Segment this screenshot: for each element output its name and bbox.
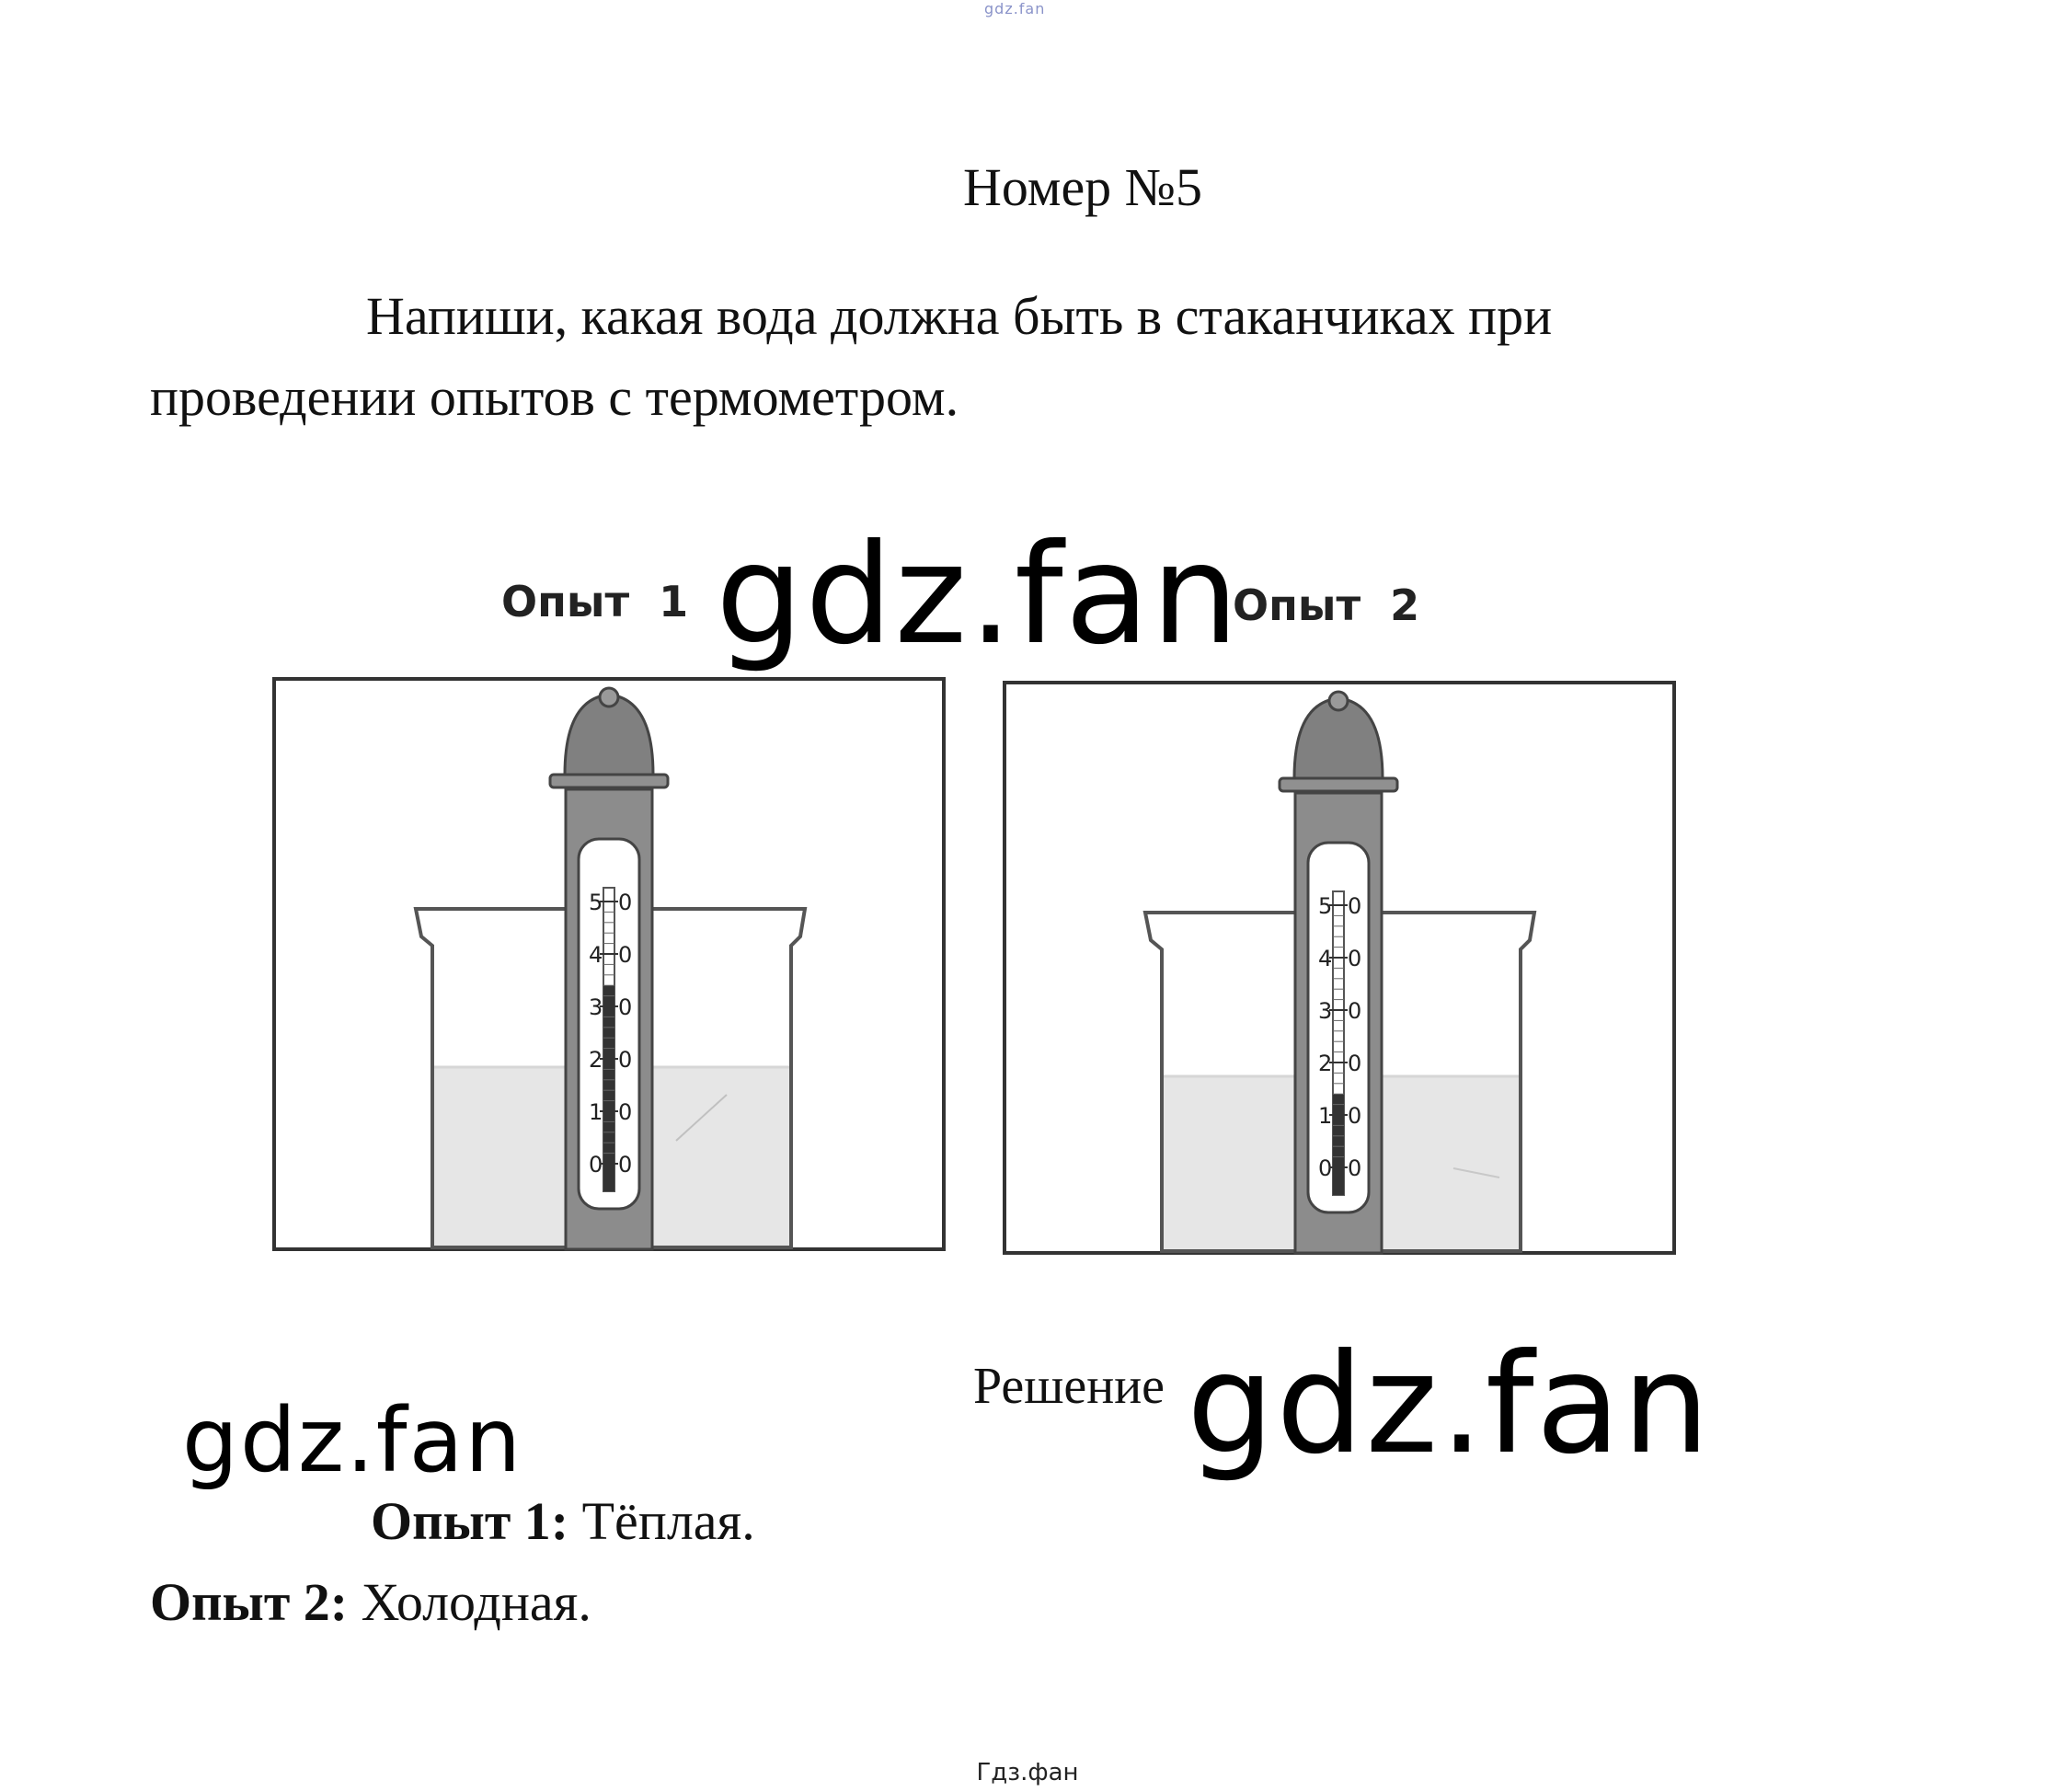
scale-tens-label: 4: [1318, 946, 1333, 971]
page-title: Номер №5: [962, 157, 1203, 217]
task-text: [150, 276, 1898, 438]
exp1-label: Опыт 1: [501, 577, 689, 626]
scale-units-label: 0: [618, 1047, 633, 1073]
scale-units-label: 0: [618, 994, 633, 1020]
scale-units-label: 0: [1348, 998, 1362, 1024]
scale-tens-label: 5: [1318, 893, 1333, 919]
scale-units-label: 0: [1348, 1155, 1362, 1181]
scale-units-label: 0: [618, 1099, 633, 1125]
scale-tens-label: 0: [589, 1152, 603, 1177]
figure-watermark: gdz.fan: [716, 534, 1241, 675]
solution-label: Решение: [973, 1358, 1165, 1415]
scale-units-label: 0: [1348, 1103, 1362, 1129]
task-line-2: проведении опытов с термометром.: [150, 367, 959, 427]
scale-units-label: 0: [618, 890, 633, 915]
scale-tens-label: 3: [1318, 998, 1333, 1024]
answer-exp2-value: Холодная.: [348, 1572, 591, 1632]
scale-tens-label: 0: [1318, 1155, 1333, 1181]
panel-2: [1005, 683, 1674, 1253]
liquid-column-1: [603, 985, 614, 1191]
scale-units-label: 0: [1348, 1051, 1362, 1076]
scale-tens-label: 2: [589, 1047, 603, 1073]
thermometer-2: [1280, 692, 1397, 1253]
task-line-1: Напиши, какая вода должна быть в стаканчиках при: [366, 286, 1553, 346]
scale-tens-label: 1: [589, 1099, 603, 1125]
answer-exp2: [150, 1571, 591, 1633]
solution-watermark: gdz.fan: [1187, 1325, 1712, 1485]
answer-exp1-label: Опыт 1:: [371, 1491, 569, 1551]
footer-watermark: Гдз.фан: [976, 1759, 1079, 1786]
exp2-label: Опыт 2: [1233, 580, 1420, 630]
experiment-figure: [0, 534, 2055, 1306]
answer-exp2-label: Опыт 2:: [150, 1572, 349, 1632]
answer-exp1-value: Тёплая.: [568, 1491, 755, 1551]
scale-tens-label: 1: [1318, 1103, 1333, 1129]
scale-units-label: 0: [618, 942, 633, 968]
scale-tens-label: 5: [589, 890, 603, 915]
scale-units-label: 0: [618, 1152, 633, 1177]
scale-units-label: 0: [1348, 946, 1362, 971]
thermometer-1: [550, 688, 668, 1249]
answer-exp1: [371, 1490, 755, 1552]
scale-tens-label: 2: [1318, 1051, 1333, 1076]
scale-tens-label: 4: [589, 942, 603, 968]
top-watermark: gdz.fan: [984, 0, 1046, 17]
panel-1: [274, 679, 944, 1249]
scale-tens-label: 3: [589, 994, 603, 1020]
liquid-column-2: [1333, 1094, 1344, 1195]
left-watermark: gdz.fan: [182, 1389, 523, 1492]
scale-units-label: 0: [1348, 893, 1362, 919]
